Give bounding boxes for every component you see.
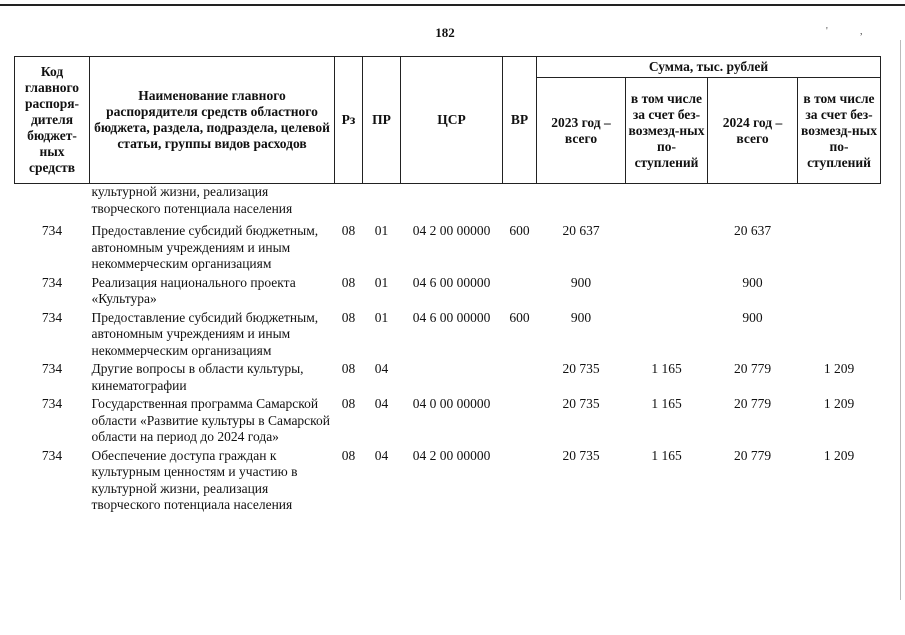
- row-vr: [503, 396, 537, 448]
- row-pr: 04: [374, 361, 389, 376]
- row-2024-free: [798, 310, 881, 362]
- row-vr: [503, 361, 537, 396]
- row-rz: 08: [341, 361, 356, 376]
- row-2024-total: 20 779: [733, 396, 772, 411]
- row-vr: [503, 448, 537, 514]
- row-vr: 600: [509, 223, 530, 238]
- row-2023-free: 1 165: [651, 447, 682, 463]
- table-row: [15, 310, 881, 362]
- header-rz: Рз: [335, 57, 363, 184]
- row-2023-free: [626, 223, 708, 275]
- row-2024-total: 20 637: [733, 223, 772, 238]
- right-margin-line: [900, 40, 901, 600]
- row-2023-free: [626, 275, 708, 310]
- header-2023-free: в том числе за счет без-возмезд-ных по-ступлений: [626, 78, 708, 184]
- header-2024-total: 2024 год – всего: [708, 78, 798, 184]
- header-vr: ВР: [503, 57, 537, 184]
- row-pr: 01: [374, 223, 389, 238]
- row-2024-free: 1 209: [823, 396, 855, 411]
- row-csr: 04 2 00 00000: [412, 223, 491, 238]
- header-pr: ПР: [363, 57, 401, 184]
- page-number: 182: [435, 25, 455, 40]
- row-name: Обеспечение доступа граждан к культурным ценностям и участию в культурной жизни, реализация творческого потенциала населения: [91, 447, 298, 512]
- header-sum: Сумма, тыс. рублей: [537, 57, 881, 78]
- row-2023-total: 900: [570, 274, 592, 290]
- row-rz: 08: [341, 447, 356, 463]
- row-rz: 08: [341, 396, 356, 411]
- table-row: [15, 223, 881, 275]
- scan-speck: ': [826, 26, 828, 37]
- row-2023-total: 20 735: [562, 396, 600, 411]
- row-rz: 08: [341, 309, 356, 325]
- row-2024-total: 20 779: [733, 361, 772, 376]
- row-csr: 04 6 00 00000: [412, 274, 491, 290]
- row-name: Другие вопросы в области культуры, кинематографии: [91, 361, 304, 393]
- row-code: 734: [41, 309, 63, 325]
- row-code: 734: [41, 447, 63, 463]
- row-vr: [503, 275, 537, 310]
- header-name: Наименование главного распорядителя средств областного бюджета, раздела, подраздела, целевой статьи, группы видов расходов: [90, 57, 335, 184]
- table-row: [15, 396, 881, 448]
- header-2023-total: 2023 год – всего: [537, 78, 626, 184]
- row-2024-free: [798, 223, 881, 275]
- row-code: 734: [41, 361, 63, 376]
- row-name: Предоставление субсидий бюджетным, автономным учреждениям и иным некоммерческим организациям: [91, 309, 319, 358]
- row-2024-free: 1 209: [823, 447, 855, 463]
- header-csr: ЦСР: [401, 57, 503, 184]
- row-2023-total: 900: [570, 309, 592, 325]
- budget-table: [14, 56, 881, 514]
- row-2023-free: 1 165: [651, 361, 682, 376]
- row-2023-free: 1 165: [651, 396, 682, 411]
- row-2024-total: 900: [742, 274, 763, 290]
- row-2023-total: 20 637: [562, 223, 600, 238]
- row-pr: 01: [374, 274, 389, 290]
- row-name: Предоставление субсидий бюджетным, автономным учреждениям и иным некоммерческим организациям: [91, 223, 319, 271]
- table-row: [15, 448, 881, 514]
- row-pr: 01: [374, 309, 389, 325]
- table-row-continuation: [15, 184, 881, 224]
- row-rz: 08: [341, 274, 356, 290]
- top-rule: [0, 4, 905, 6]
- row-name: культурной жизни, реализация творческого потенциала населения: [91, 184, 293, 216]
- row-2024-total: 20 779: [733, 447, 772, 463]
- row-csr: 04 6 00 00000: [412, 309, 491, 325]
- row-code: 734: [41, 274, 63, 290]
- row-csr: [401, 361, 503, 396]
- table-row: [15, 361, 881, 396]
- header-code: Код главного распоря-дителя бюджет-ных средств: [15, 57, 90, 184]
- row-rz: 08: [341, 223, 356, 238]
- row-name: Реализация национального проекта «Культура»: [91, 274, 296, 306]
- row-csr: 04 0 00 00000: [412, 396, 491, 411]
- row-name: Государственная программа Самарской области «Развитие культуры в Самарской области на период до 2024 года»: [91, 396, 331, 444]
- header-2024-free: в том числе за счет без-возмезд-ных по-ступлений: [798, 78, 881, 184]
- row-2023-free: [626, 310, 708, 362]
- row-2024-total: 900: [742, 309, 763, 325]
- table-row: [15, 275, 881, 310]
- row-code: 734: [41, 223, 63, 238]
- row-2023-total: 20 735: [562, 447, 600, 463]
- row-vr: 600: [509, 309, 530, 325]
- row-pr: 04: [374, 447, 389, 463]
- row-2024-free: [798, 275, 881, 310]
- row-code: 734: [41, 396, 63, 411]
- table-body: [15, 184, 881, 514]
- row-2023-total: 20 735: [562, 361, 600, 376]
- row-pr: 04: [374, 396, 389, 411]
- row-csr: 04 2 00 00000: [412, 447, 491, 463]
- row-2024-free: 1 209: [823, 361, 855, 376]
- scan-speck: ,: [860, 26, 863, 37]
